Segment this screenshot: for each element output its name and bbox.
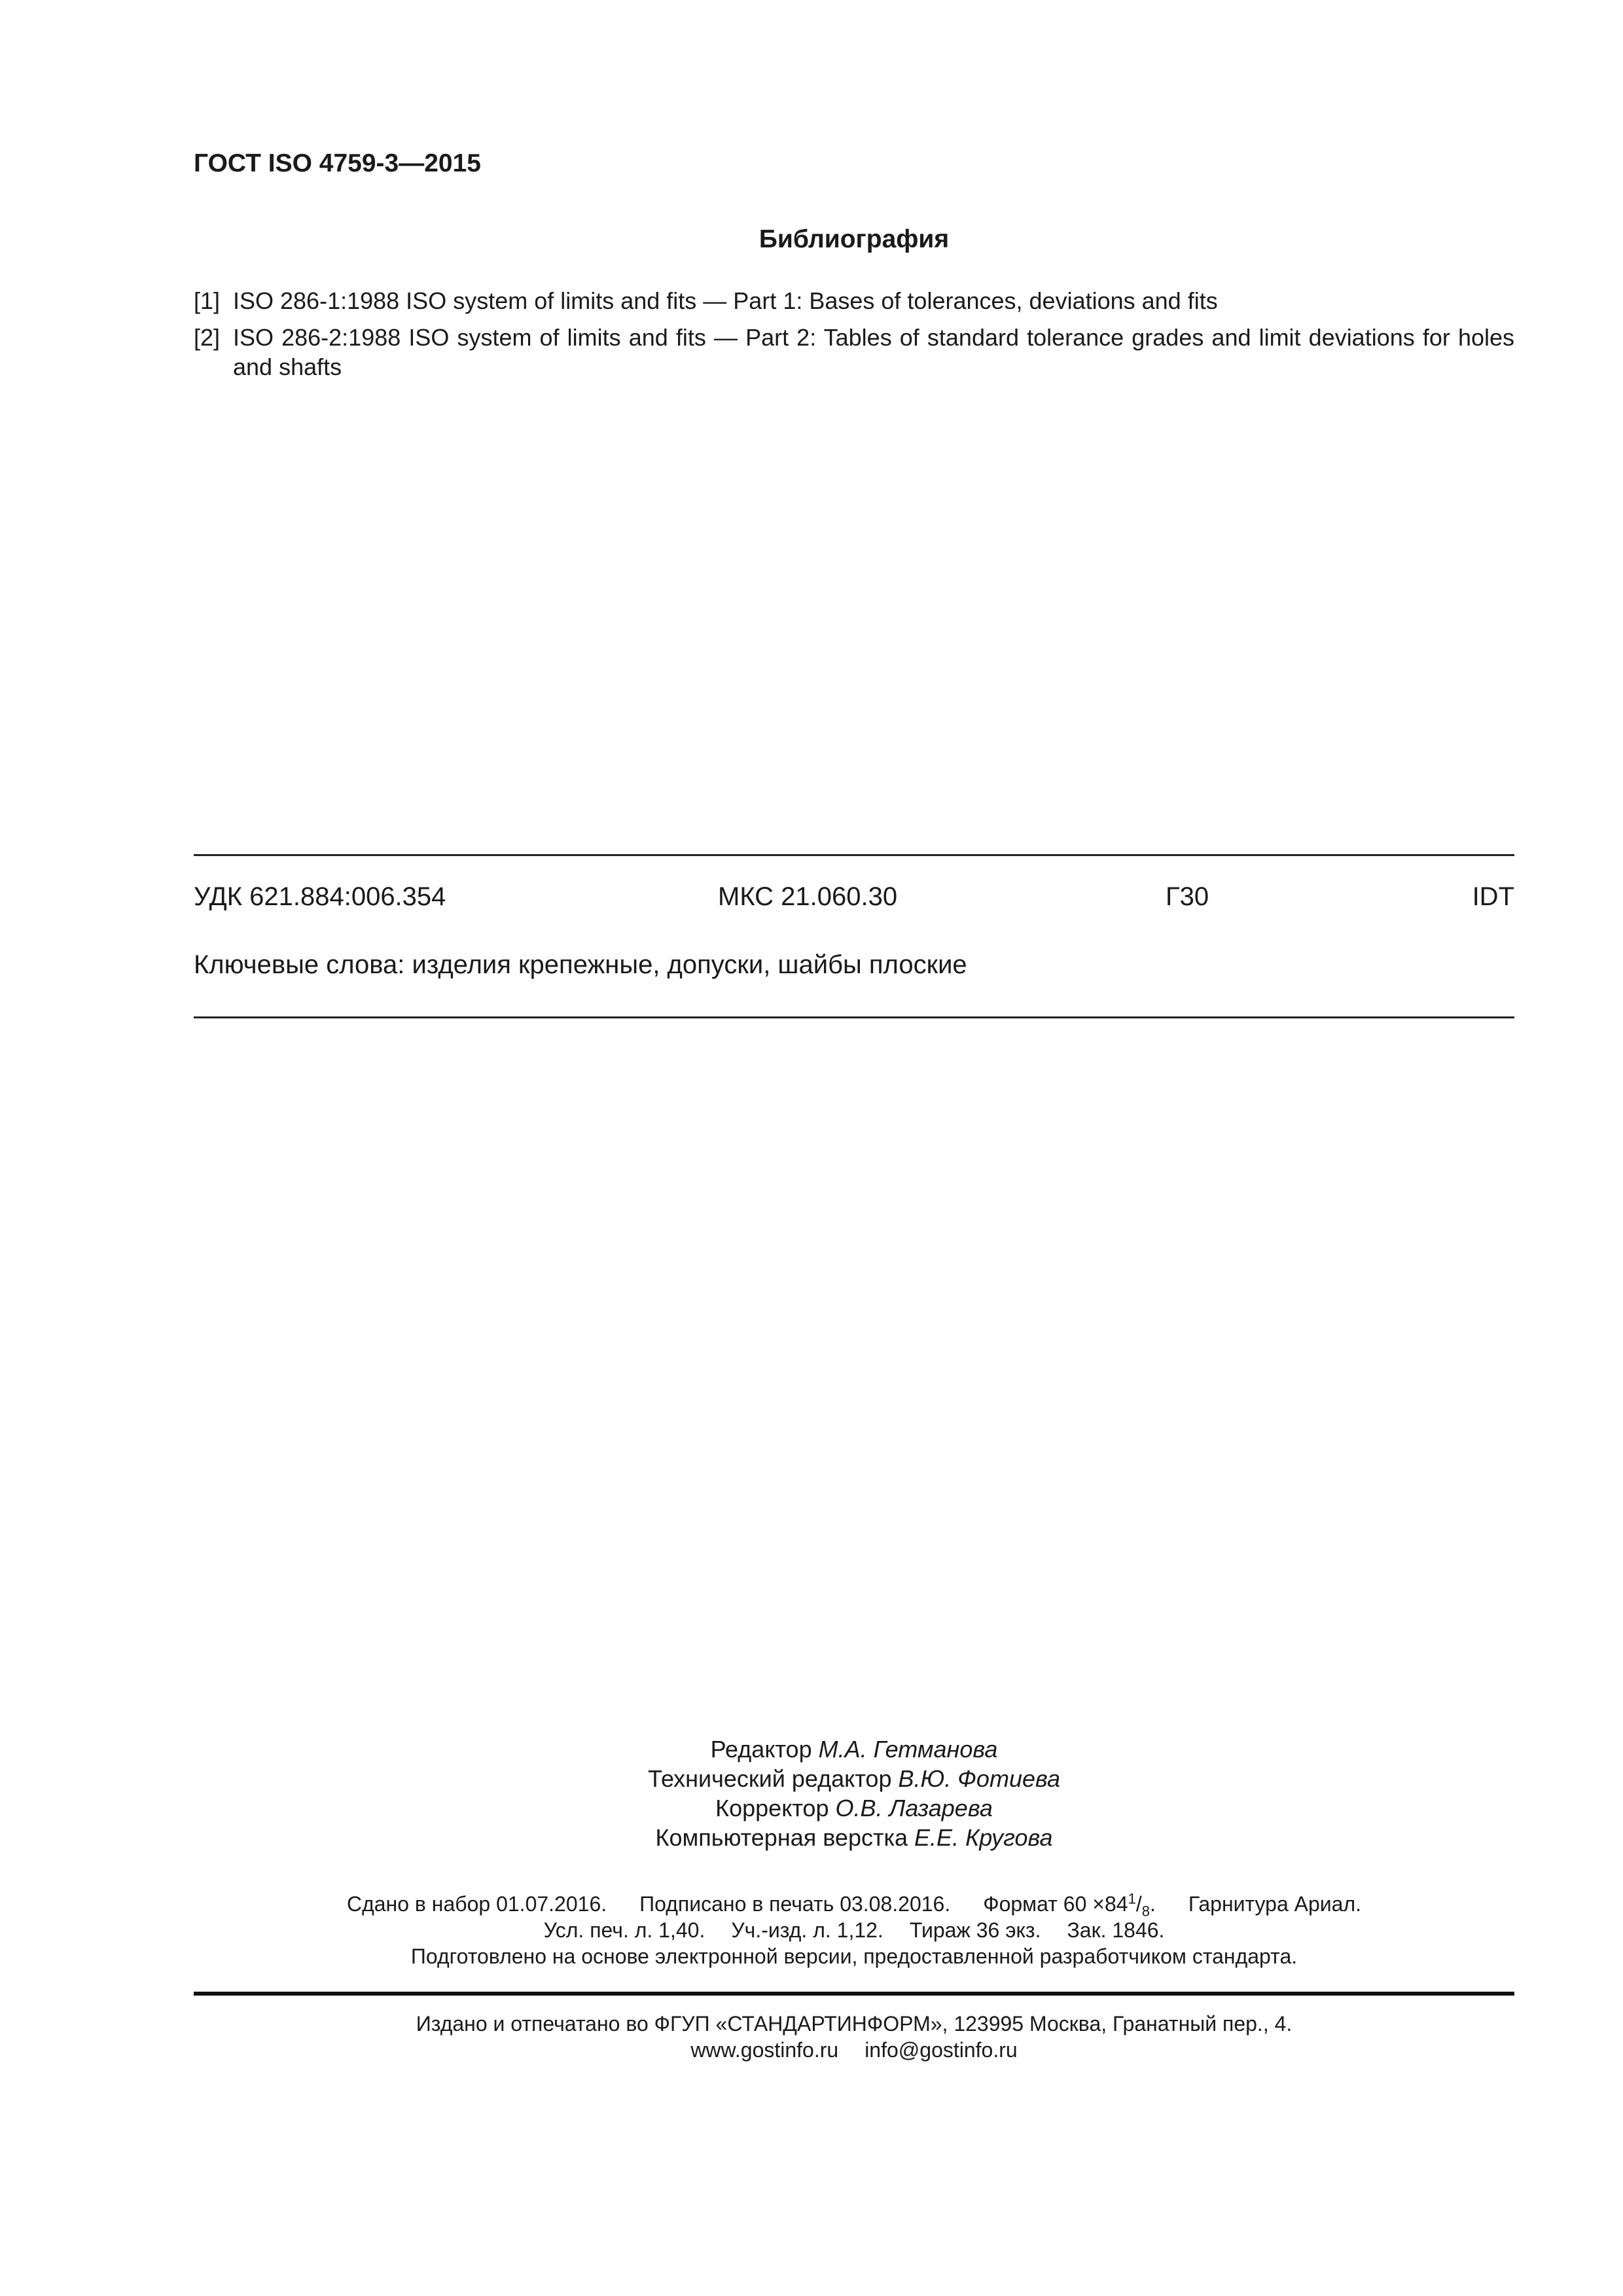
- typeface: Гарнитура Ариал.: [1188, 1892, 1362, 1916]
- publisher-contacts: [0, 2037, 1623, 2063]
- order-number: Зак. 1846.: [1067, 1918, 1165, 1942]
- publication-sheets: Уч.-изд. л. 1,12.: [731, 1918, 883, 1942]
- credit-name: В.Ю. Фотиева: [898, 1765, 1061, 1792]
- credit-label: Технический редактор: [647, 1765, 892, 1792]
- top-divider: [194, 854, 1514, 856]
- idt-designation: IDT: [1472, 882, 1514, 911]
- udk-code: УДК 621.884:006.354: [194, 882, 446, 911]
- bibliography-entry-number: [1]: [194, 287, 221, 314]
- bibliography-entry-2: [194, 323, 1514, 382]
- publisher-line: Издано и отпечатано во ФГУП «СТАНДАРТИНФОРМ», 123995 Москва, Гранатный пер., 4.: [416, 2012, 1293, 2036]
- credit-name: Е.Е. Кругова: [914, 1824, 1053, 1851]
- website-link[interactable]: www.gostinfo.ru: [690, 2038, 839, 2062]
- middle-divider: [194, 1016, 1514, 1018]
- document-code-header: ГОСТ ISO 4759-3—2015: [194, 149, 481, 177]
- mks-code: МКС 21.060.30: [718, 882, 898, 911]
- credit-editor: [0, 1734, 1623, 1764]
- email-link[interactable]: info@gostinfo.ru: [865, 2038, 1018, 2062]
- bibliography-title: Библиография: [758, 225, 950, 253]
- keywords-line: Ключевые слова: изделия крепежные, допуски, шайбы плоские: [194, 950, 967, 979]
- bottom-divider: [194, 1992, 1514, 1996]
- bibliography-entry-number: [2]: [194, 324, 221, 351]
- bibliography-entry-text: ISO 286-2:1988 ISO system of limits and fits — Part 2: Tables of standard tolerance grades and limit deviations for holes and shafts: [233, 324, 1514, 380]
- submitted-date: Сдано в набор 01.07.2016.: [346, 1892, 607, 1916]
- credit-name: М.А. Гетманова: [818, 1736, 998, 1763]
- print-run: Тираж 36 экз.: [909, 1918, 1041, 1942]
- credit-label: Редактор: [710, 1736, 812, 1763]
- okp-code: Г30: [1166, 882, 1209, 911]
- bibliography-entry-1: [194, 286, 1514, 315]
- signed-date: Подписано в печать 03.08.2016.: [639, 1892, 951, 1916]
- imprint-line-2: [0, 1917, 1623, 1943]
- credit-corrector: [0, 1793, 1623, 1823]
- credit-label: Компьютерная верстка: [655, 1824, 908, 1851]
- credit-name: О.В. Лазарева: [835, 1795, 993, 1821]
- credit-label: Корректор: [715, 1795, 829, 1821]
- credit-technical-editor: [0, 1764, 1623, 1793]
- imprint-line-1: [0, 1890, 1623, 1920]
- paper-format: Формат $60 \times 84^1/_8$.: [983, 1890, 1156, 1920]
- print-sheets: Усл. печ. л. 1,40.: [543, 1918, 705, 1942]
- credit-layout: [0, 1823, 1623, 1852]
- bibliography-entry-text: ISO 286-1:1988 ISO system of limits and fits — Part 1: Bases of tolerances, deviations and fits: [233, 287, 1218, 314]
- imprint-line-3: Подготовлено на основе электронной версии, предоставленной разработчиком стандарта.: [410, 1945, 1298, 1968]
